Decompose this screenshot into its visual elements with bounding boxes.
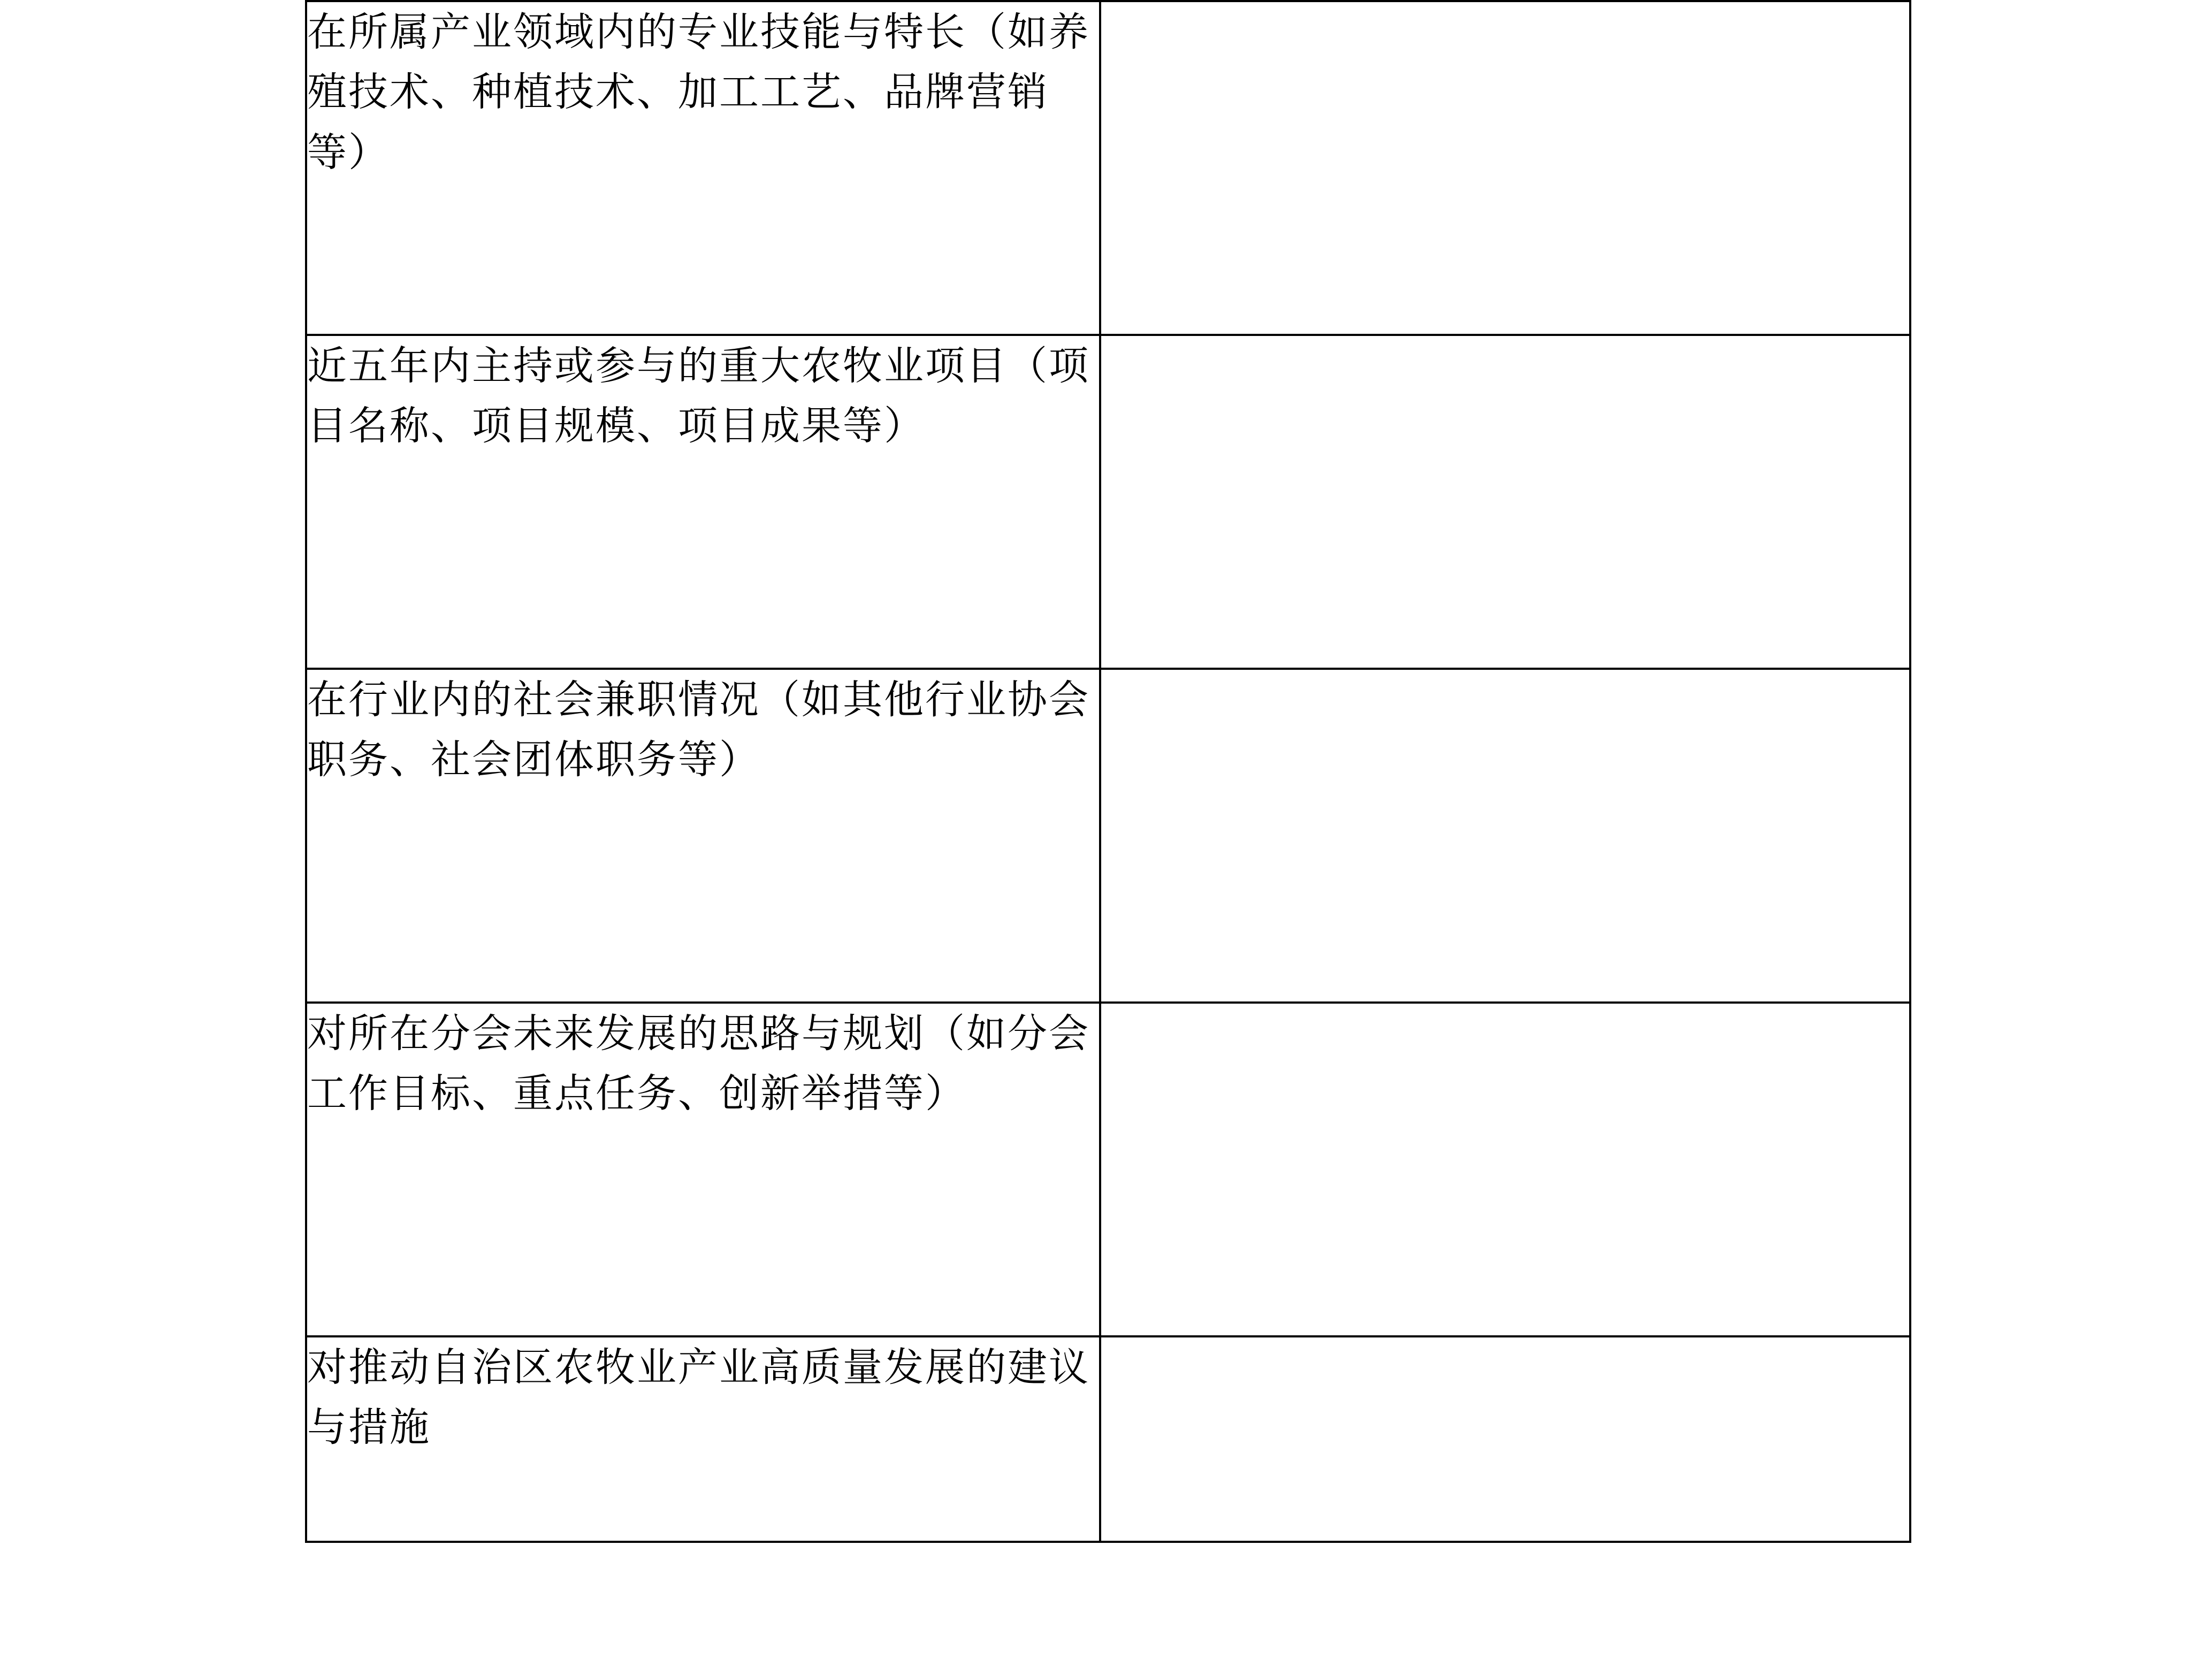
row-label-cell [306,335,1100,669]
table-row [306,1336,1910,1542]
row-label-cell [306,1003,1100,1336]
row-value-cell[interactable] [1100,1,1910,335]
row-value-cell[interactable] [1100,1336,1910,1542]
table-row [306,1,1910,335]
table-row [306,335,1910,669]
row-label-cell [306,669,1100,1003]
row-value-text[interactable] [1101,1337,1909,1395]
row-label-text: 在所属产业领域内的专业技能与特长（如养殖技术、种植技术、加工工艺、品牌营销等） [307,9,1090,175]
row-value-text[interactable] [1101,670,1909,728]
row-value-cell[interactable] [1100,669,1910,1003]
row-value-text[interactable] [1101,1004,1909,1061]
row-value-text[interactable] [1101,336,1909,394]
row-label-text: 近五年内主持或参与的重大农牧业项目（项目名称、项目规模、项目成果等） [307,343,1090,449]
row-label-cell [306,1336,1100,1542]
row-value-cell[interactable] [1100,335,1910,669]
row-label-text: 对所在分会未来发展的思路与规划（如分会工作目标、重点任务、创新举措等） [307,1011,1090,1117]
row-label-text: 在行业内的社会兼职情况（如其他行业协会职务、社会团体职务等） [307,677,1090,783]
information-form-table [305,0,1911,1543]
row-label-text: 对推动自治区农牧业产业高质量发展的建议与措施 [307,1344,1090,1451]
table-row [306,669,1910,1003]
row-value-text[interactable] [1101,2,1909,60]
row-value-cell[interactable] [1100,1003,1910,1336]
table-row [306,1003,1910,1336]
row-label-cell [306,1,1100,335]
